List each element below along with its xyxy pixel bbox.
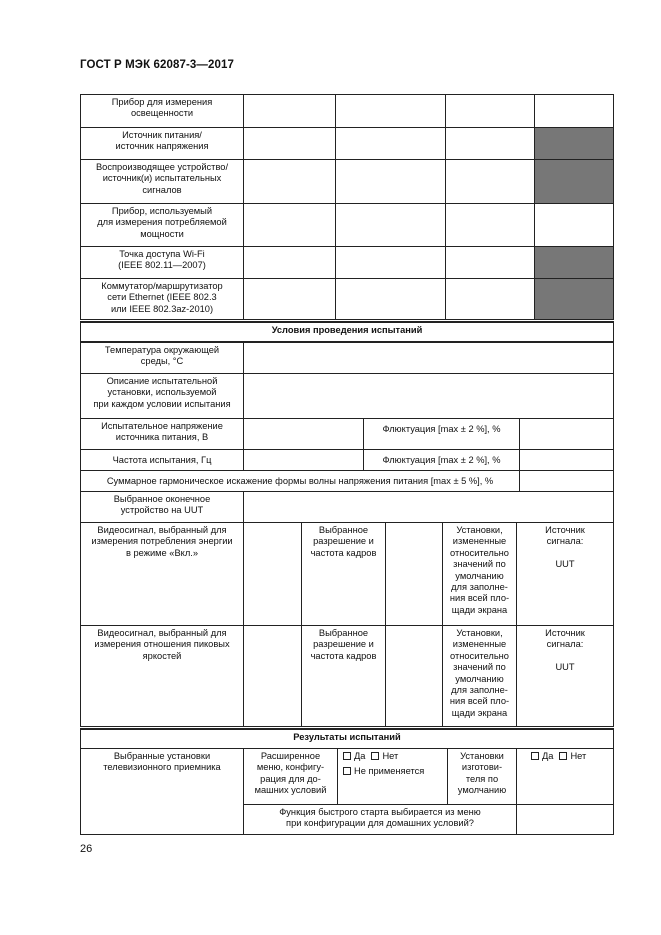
- equipment-label: Прибор для измерения освещенности: [80, 94, 244, 128]
- thd-value[interactable]: [519, 470, 614, 492]
- equipment-cell[interactable]: [243, 127, 336, 160]
- equipment-label: Воспроизводящее устройство/ источник(и) испытательных сигналов: [80, 159, 244, 204]
- checkbox[interactable]: [343, 767, 351, 775]
- equipment-cell[interactable]: [243, 278, 336, 320]
- equipment-cell[interactable]: [335, 159, 446, 204]
- video-on-resolution-value[interactable]: [385, 522, 443, 626]
- video-on-resolution-label: Выбранное разрешение и частота кадров: [301, 522, 386, 626]
- equipment-cell[interactable]: [445, 246, 535, 279]
- quick-start-question: Функция быстрого старта выбирается из меню при конфигурации для домашних условий?: [243, 804, 517, 835]
- video-peak-resolution-value[interactable]: [385, 625, 443, 727]
- yes-label: Да: [354, 751, 366, 761]
- equipment-label: Точка доступа Wi-Fi (IEEE 802.11—2007): [80, 246, 244, 279]
- video-on-label: Видеосигнал, выбранный для измерения потребления энергии в режиме «Вкл.»: [80, 522, 244, 626]
- video-on-source: Источник сигнала: UUT: [516, 522, 614, 626]
- no-label: Нет: [382, 751, 399, 761]
- setup-desc-label: Описание испытательной установки, используемой при каждом условии испытания: [80, 373, 244, 419]
- yes-label: Да: [542, 751, 554, 761]
- ext-menu-label: Расширенное меню, конфигу- рация для до- машних условий: [243, 748, 338, 805]
- checkbox[interactable]: [371, 752, 379, 760]
- shaded-cell: [534, 159, 614, 204]
- tv-settings-label: Выбранные установки телевизионного приемника: [80, 748, 244, 835]
- video-peak-resolution-label: Выбранное разрешение и частота кадров: [301, 625, 386, 727]
- equipment-cell[interactable]: [335, 127, 446, 160]
- equipment-cell[interactable]: [335, 94, 446, 128]
- shaded-cell: [534, 246, 614, 279]
- no-option[interactable]: [371, 751, 398, 762]
- supply-voltage-value[interactable]: [243, 418, 364, 450]
- setup-desc-value[interactable]: [243, 373, 614, 419]
- not-applied-option[interactable]: [343, 766, 424, 777]
- equipment-label: Источник питания/ источник напряжения: [80, 127, 244, 160]
- test-freq-label: Частота испытания, Гц: [80, 449, 244, 471]
- yes-option-2[interactable]: [531, 751, 553, 762]
- default-settings-options: [516, 748, 614, 805]
- ext-menu-options: [337, 748, 448, 805]
- equipment-label: Прибор, используемый для измерения потребляемой мощности: [80, 203, 244, 247]
- shaded-cell: [534, 278, 614, 320]
- equipment-cell[interactable]: [445, 94, 535, 128]
- supply-voltage-label: Испытательное напряжение источника питания, В: [80, 418, 244, 450]
- equipment-cell[interactable]: [534, 94, 614, 128]
- equipment-label: Коммутатор/маршрутизатор сети Ethernet (IEEE 802.3 или IEEE 802.3az-2010): [80, 278, 244, 320]
- window-label: Выбранное оконечное устройство на UUT: [80, 491, 244, 523]
- ambient-temp-label: Температура окружающей среды, °С: [80, 342, 244, 374]
- equipment-cell[interactable]: [445, 127, 535, 160]
- equipment-cell[interactable]: [445, 159, 535, 204]
- quick-start-value[interactable]: [516, 804, 614, 835]
- test-freq-value[interactable]: [243, 449, 364, 471]
- equipment-cell[interactable]: [243, 159, 336, 204]
- equipment-cell[interactable]: [534, 203, 614, 247]
- equipment-cell[interactable]: [335, 203, 446, 247]
- yes-option[interactable]: [343, 751, 365, 762]
- not-applied-label: Не применяется: [354, 766, 425, 777]
- video-peak-label: Видеосигнал, выбранный для измерения отношения пиковых яркостей: [80, 625, 244, 727]
- video-on-settings-label: Установки, измененные относительно значений по умолчанию для заполне- ния всей пло- щади экрана: [442, 522, 517, 626]
- conditions-title: Условия проведения испытаний: [80, 322, 614, 342]
- fluct-freq-label: Флюктуация [max ± 2 %], %: [363, 449, 520, 471]
- equipment-cell[interactable]: [445, 203, 535, 247]
- equipment-cell[interactable]: [445, 278, 535, 320]
- video-peak-settings-label: Установки, измененные относительно значений по умолчанию для заполне- ния всей пло- щади экрана: [442, 625, 517, 727]
- video-peak-source: Источник сигнала: UUT: [516, 625, 614, 727]
- checkbox[interactable]: [531, 752, 539, 760]
- default-settings-label: Установки изготови- теля по умолчанию: [447, 748, 517, 805]
- fluct-voltage-label: Флюктуация [max ± 2 %], %: [363, 418, 520, 450]
- equipment-cell[interactable]: [335, 278, 446, 320]
- shaded-cell: [534, 127, 614, 160]
- video-on-value[interactable]: [243, 522, 302, 626]
- results-title: Результаты испытаний: [80, 729, 614, 749]
- document-header: ГОСТ Р МЭК 62087-3—2017: [80, 59, 234, 71]
- equipment-cell[interactable]: [243, 246, 336, 279]
- no-option-2[interactable]: [559, 751, 586, 762]
- ambient-temp-value[interactable]: [243, 342, 614, 374]
- fluct-voltage-value[interactable]: [519, 418, 614, 450]
- thd-label: Суммарное гармоническое искажение формы волны напряжения питания [max ± 5 %], %: [80, 470, 520, 492]
- checkbox[interactable]: [559, 752, 567, 760]
- checkbox[interactable]: [343, 752, 351, 760]
- no-label: Нет: [570, 751, 587, 761]
- video-peak-value[interactable]: [243, 625, 302, 727]
- page-number: 26: [80, 843, 93, 855]
- fluct-freq-value[interactable]: [519, 449, 614, 471]
- equipment-cell[interactable]: [335, 246, 446, 279]
- window-value[interactable]: [243, 491, 614, 523]
- equipment-cell[interactable]: [243, 203, 336, 247]
- equipment-cell[interactable]: [243, 94, 336, 128]
